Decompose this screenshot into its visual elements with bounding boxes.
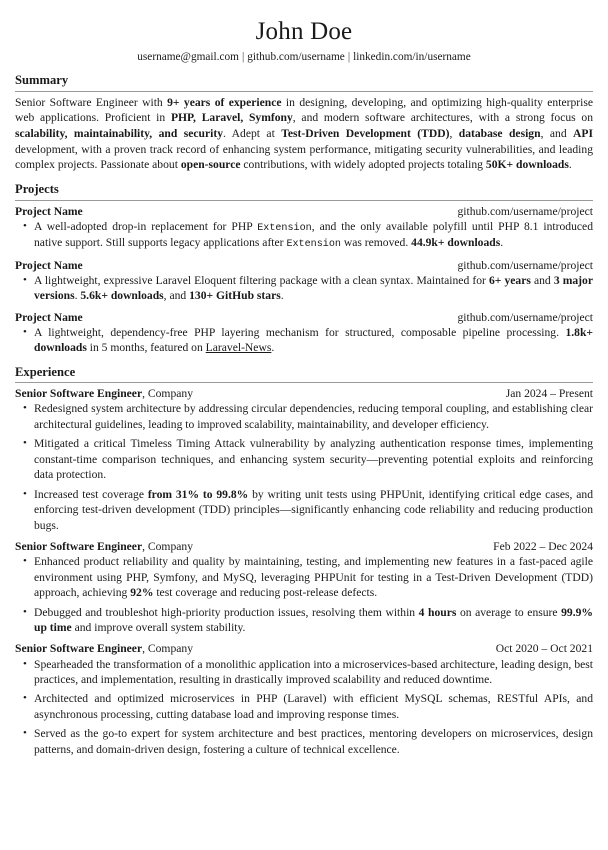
- project-header: [15, 204, 593, 219]
- job-title: [15, 539, 193, 554]
- section-summary: [15, 73, 593, 173]
- project-name: Project Name: [15, 204, 83, 218]
- list-item: • Architected and optimized microservices in PHP (Laravel) with efficient MySQL schemas, RESTful APIs, and asynchronous processing, cutting database load and improving response times.: [34, 691, 593, 722]
- list-item: • Served as the go-to expert for system architecture and best practices, mentoring developers on microservices, design patterns, and domain-driven design, fostering a culture of technical excellence.: [34, 726, 593, 757]
- list-item: • A lightweight, dependency-free PHP layering mechanism for structured, composable pipeline processing. 1.8k+ downloads in 5 months, featured on Laravel-News.: [34, 325, 593, 356]
- project-bullets: [15, 273, 593, 304]
- project-entry: [15, 258, 593, 304]
- contact-item[interactable]: username@gmail.com: [137, 50, 239, 63]
- list-item: • Debugged and troubleshot high-priority production issues, resolving them within 4 hours on average to ensure 99.9% up time and improve overall system stability.: [34, 605, 593, 636]
- job-title: [15, 641, 193, 656]
- contact-line: [15, 50, 593, 65]
- project-header: [15, 258, 593, 273]
- experience-list: [15, 386, 593, 757]
- section-projects: [15, 182, 593, 356]
- inline-link[interactable]: Laravel-News: [205, 341, 272, 355]
- experience-header: [15, 539, 593, 554]
- project-header: [15, 310, 593, 325]
- section-title-summary: Summary: [15, 73, 69, 88]
- list-item: • Spearheaded the transformation of a monolithic application into a microservices-based architecture, leading design, best practices, and implementation, resulting in drastically improved scalability and reduced downtime.: [34, 657, 593, 688]
- contact-separator: |: [241, 50, 245, 63]
- list-item: • Enhanced product reliability and quality by maintaining, testing, and implementing new features in a fast-paced agile environment using PHP, Symfony, and MySQ, leveraging PHPUnit for testing in a Test-Driven Development (TDD) approach, achieving 92% test coverage and reducing post-release defects.: [34, 554, 593, 600]
- section-divider: [15, 91, 593, 92]
- page-title: John Doe: [255, 18, 353, 45]
- company-name: , Company: [142, 540, 193, 554]
- experience-header: [15, 386, 593, 401]
- job-title: [15, 386, 193, 401]
- list-item: • A well-adopted drop-in replacement for PHP Extension, and the only available polyfill until PHP 8.1 introduced native support. Still supports legacy applications after Extension was removed. 44.9k+ downloads.: [34, 219, 593, 252]
- experience-entry: [15, 641, 593, 757]
- list-item: • Redesigned system architecture by addressing circular dependencies, reducing temporal coupling, and establishing clear architectural guidelines, leading to improved scalability, maintainability, and developer efficiency.: [34, 401, 593, 432]
- experience-bullets: [15, 401, 593, 533]
- experience-entry: [15, 386, 593, 533]
- experience-bullets: [15, 657, 593, 758]
- summary-text: Senior Software Engineer with 9+ years of experience in designing, developing, and optimizing high-quality enterprise web applications. Proficient in PHP, Laravel, Symfony, and modern software architectures, with a strong focus on scalability, maintainability, and security. Adept at Test-Driven Development (TDD), database design, and API development, with a proven track record of enhancing system performance, mitigating security vulnerabilities, and leading complex projects. Passionate about open-source contributions, with widely adopted projects totaling 50K+ downloads.: [15, 95, 593, 172]
- job-title-text: Senior Software Engineer: [15, 642, 143, 656]
- experience-bullets: [15, 554, 593, 635]
- project-bullets: [15, 325, 593, 356]
- contact-item[interactable]: github.com/username: [247, 50, 345, 63]
- section-divider: [15, 200, 593, 201]
- project-name: Project Name: [15, 310, 83, 324]
- list-item: • Mitigated a critical Timeless Timing Attack vulnerability by analyzing authentication response times, implementing constant-time comparison techniques, and enhancing system security—preventing potential exploits and reinforcing data protection.: [34, 436, 593, 482]
- project-name: Project Name: [15, 258, 83, 272]
- company-name: , Company: [142, 642, 193, 656]
- project-url[interactable]: github.com/username/project: [457, 258, 593, 272]
- project-entry: [15, 310, 593, 356]
- job-title-text: Senior Software Engineer: [15, 540, 143, 554]
- company-name: , Company: [142, 387, 193, 401]
- list-item: • Increased test coverage from 31% to 99.8% by writing unit tests using PHPUnit, identifying critical edge cases, and enforcing test-driven development (TDD) principles—significantly enhancing code reliability and reducing production bugs.: [34, 487, 593, 533]
- project-url[interactable]: github.com/username/project: [457, 310, 593, 324]
- job-dates: Oct 2020 – Oct 2021: [495, 642, 593, 656]
- section-title-experience: Experience: [15, 364, 76, 379]
- section-divider: [15, 382, 593, 383]
- job-dates: Feb 2022 – Dec 2024: [493, 540, 593, 554]
- job-dates: Jan 2024 – Present: [505, 387, 593, 401]
- contact-separator: |: [347, 50, 351, 63]
- list-item: • A lightweight, expressive Laravel Eloquent filtering package with a clean syntax. Maintained for 6+ years and 3 major versions. 5.6k+ downloads, and 130+ GitHub stars.: [34, 273, 593, 304]
- experience-entry: [15, 539, 593, 635]
- project-entry: [15, 204, 593, 252]
- projects-list: [15, 204, 593, 356]
- contact-item[interactable]: linkedin.com/in/username: [353, 50, 471, 63]
- section-title-projects: Projects: [15, 181, 59, 196]
- experience-header: [15, 641, 593, 656]
- project-url[interactable]: github.com/username/project: [457, 204, 593, 218]
- job-title-text: Senior Software Engineer: [15, 387, 143, 401]
- section-experience: [15, 365, 593, 758]
- project-bullets: [15, 219, 593, 252]
